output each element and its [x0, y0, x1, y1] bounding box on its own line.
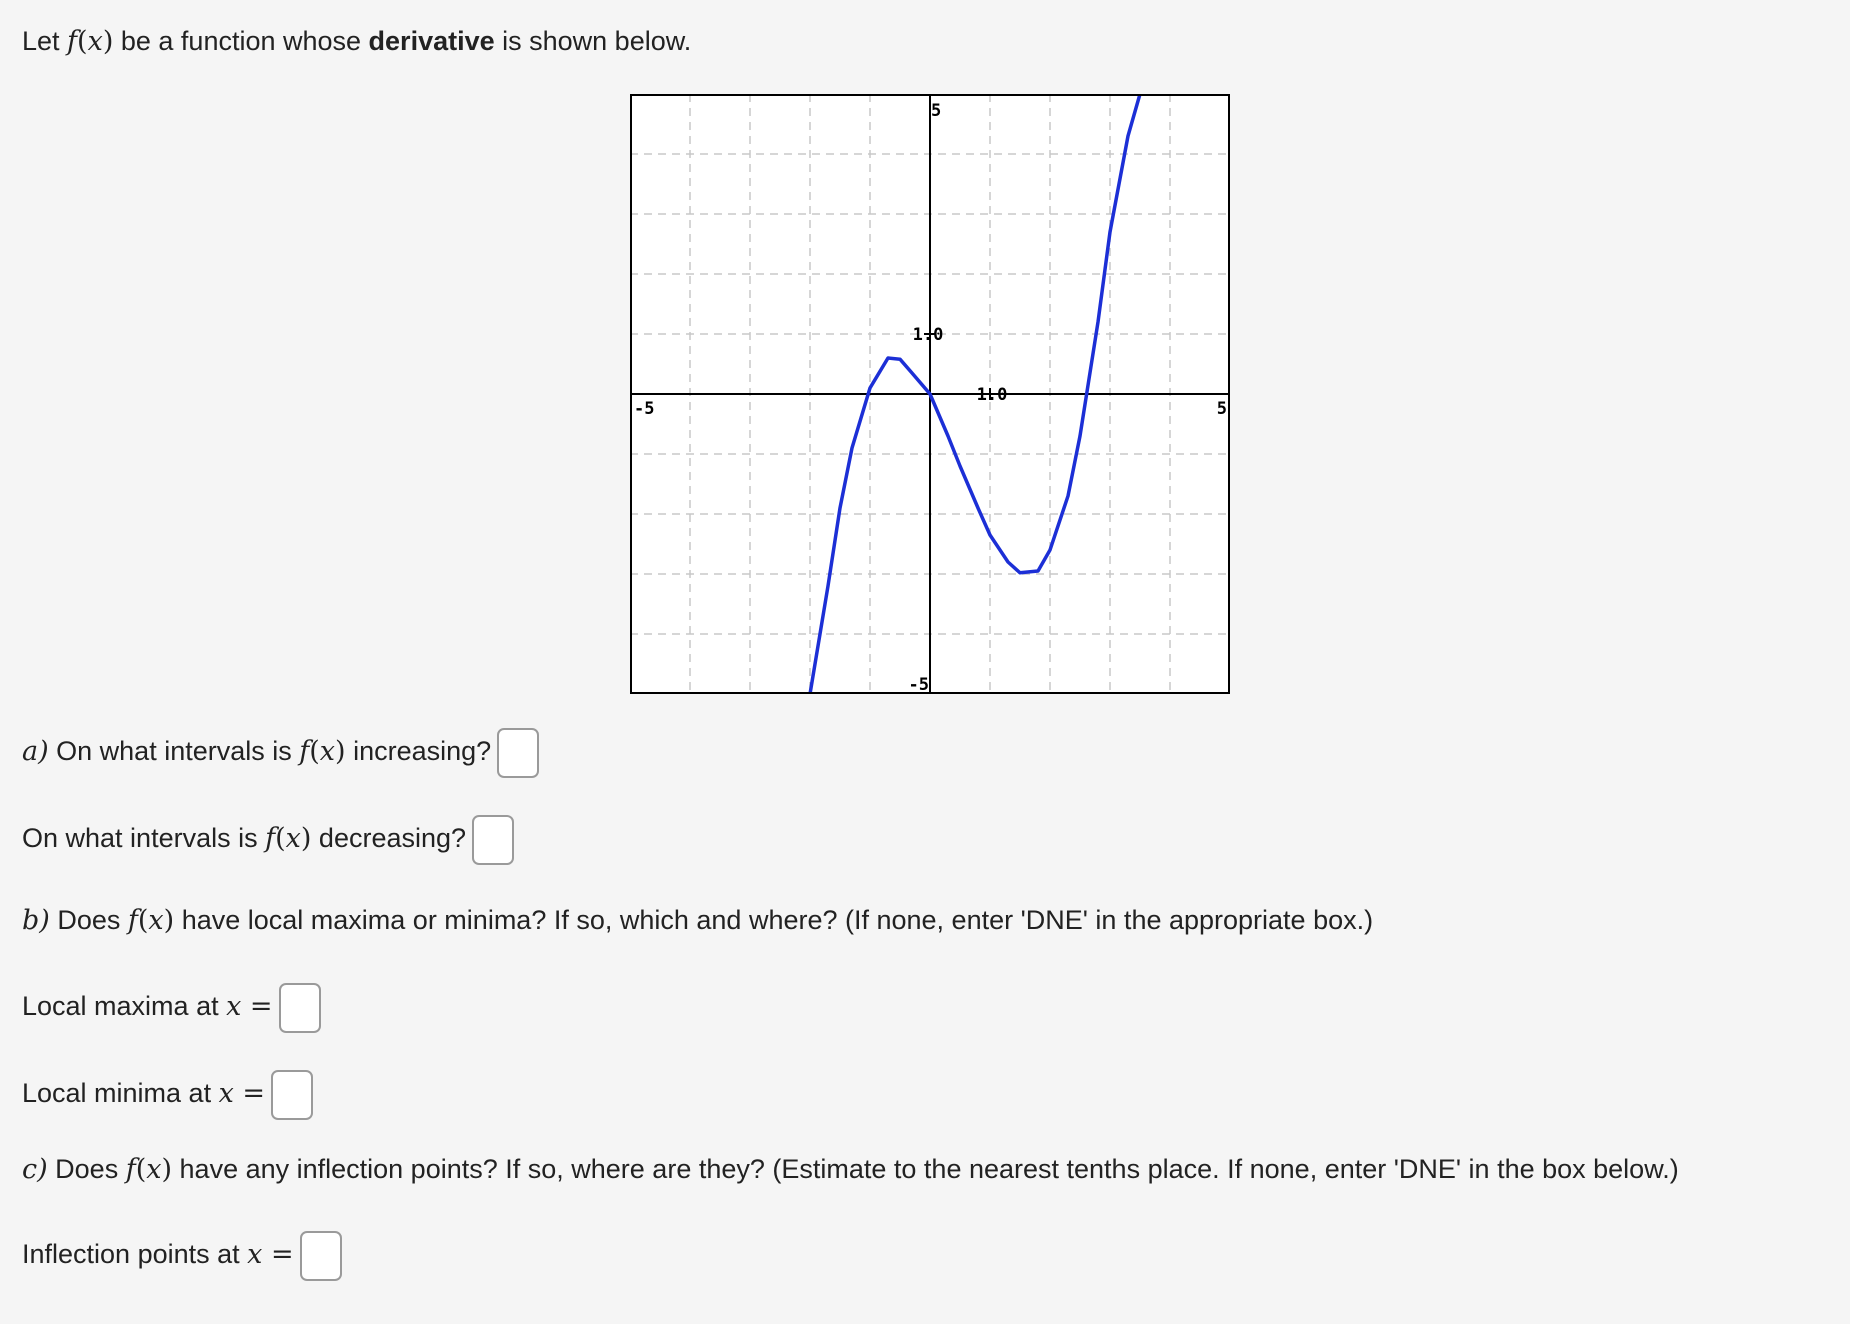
intro-part: be a function whose [113, 26, 369, 56]
math-equals: = [241, 991, 273, 1023]
question-a [22, 728, 539, 778]
math-paren: ( [309, 736, 320, 768]
math-x: x [285, 823, 301, 855]
math-x: x [319, 736, 336, 768]
math-x: x [226, 991, 242, 1023]
inflection-points-input[interactable] [300, 1231, 342, 1281]
tick-label-y-top: 5 [931, 101, 942, 121]
question-text: On what intervals is [22, 823, 266, 854]
math-f: f [67, 26, 78, 57]
math-f: f [265, 823, 276, 855]
question-text: decreasing? [311, 823, 467, 854]
math-paren: ( [77, 26, 88, 57]
math-paren: ( [275, 823, 286, 855]
question-c-label: c) [22, 1154, 48, 1185]
question-b [22, 903, 1373, 938]
math-f: f [125, 1154, 136, 1185]
decreasing-intervals-input[interactable] [472, 815, 514, 865]
increasing-intervals-input[interactable] [497, 728, 539, 778]
graph-svg [630, 94, 1230, 694]
math-paren: ( [137, 905, 149, 936]
local-minima-input[interactable] [271, 1070, 313, 1120]
question-text: Does [47, 1154, 126, 1184]
question-a-decreasing [22, 815, 514, 865]
local-minima-row [22, 1070, 313, 1120]
math-paren: ) [161, 1154, 173, 1185]
tick-label-x-left: -5 [634, 399, 655, 419]
question-text: Does [49, 905, 128, 935]
tick-label-x-right: 5 [1216, 399, 1227, 419]
math-paren: ) [163, 905, 175, 936]
derivative-graph [630, 94, 1230, 694]
tick-label-y-mid: 1.0 [912, 325, 944, 345]
inflection-points-row [22, 1231, 342, 1281]
tick-label-x-mid: 1.0 [976, 385, 1008, 405]
question-text: have any inflection points? If so, where are they? (Estimate to the nearest tenths place. If none, enter 'DNE' in the box below.) [172, 1154, 1679, 1184]
local-maxima-row [22, 983, 321, 1033]
math-paren: ) [300, 823, 312, 855]
math-x: x [87, 26, 103, 57]
local-minima-label: Local minima at [22, 1078, 219, 1109]
math-x: x [148, 905, 164, 936]
question-text: On what intervals is [48, 736, 300, 767]
math-equals: = [233, 1078, 266, 1110]
question-text: have local maxima or minima? If so, which and where? (If none, enter 'DNE' in the appropriate box.) [174, 905, 1374, 935]
question-b-label: b) [22, 905, 50, 936]
math-x: x [218, 1078, 234, 1110]
intro-text [22, 24, 691, 59]
math-paren: ) [102, 26, 114, 57]
math-x: x [247, 1239, 263, 1271]
tick-label-y-bottom: -5 [908, 675, 929, 694]
question-c [22, 1152, 1679, 1187]
local-maxima-label: Local maxima at [22, 991, 227, 1022]
math-f: f [299, 736, 310, 768]
math-x: x [146, 1154, 162, 1185]
question-a-label: a) [22, 736, 49, 768]
question-text: increasing? [345, 736, 492, 767]
math-paren: ) [335, 736, 346, 768]
intro-bold: derivative [368, 26, 495, 56]
inflection-points-label: Inflection points at [22, 1239, 248, 1270]
local-maxima-input[interactable] [279, 983, 321, 1033]
math-equals: = [262, 1239, 294, 1271]
intro-part: is shown below. [494, 26, 692, 56]
math-f: f [127, 905, 138, 936]
math-paren: ( [135, 1154, 147, 1185]
intro-part: Let [22, 26, 68, 56]
